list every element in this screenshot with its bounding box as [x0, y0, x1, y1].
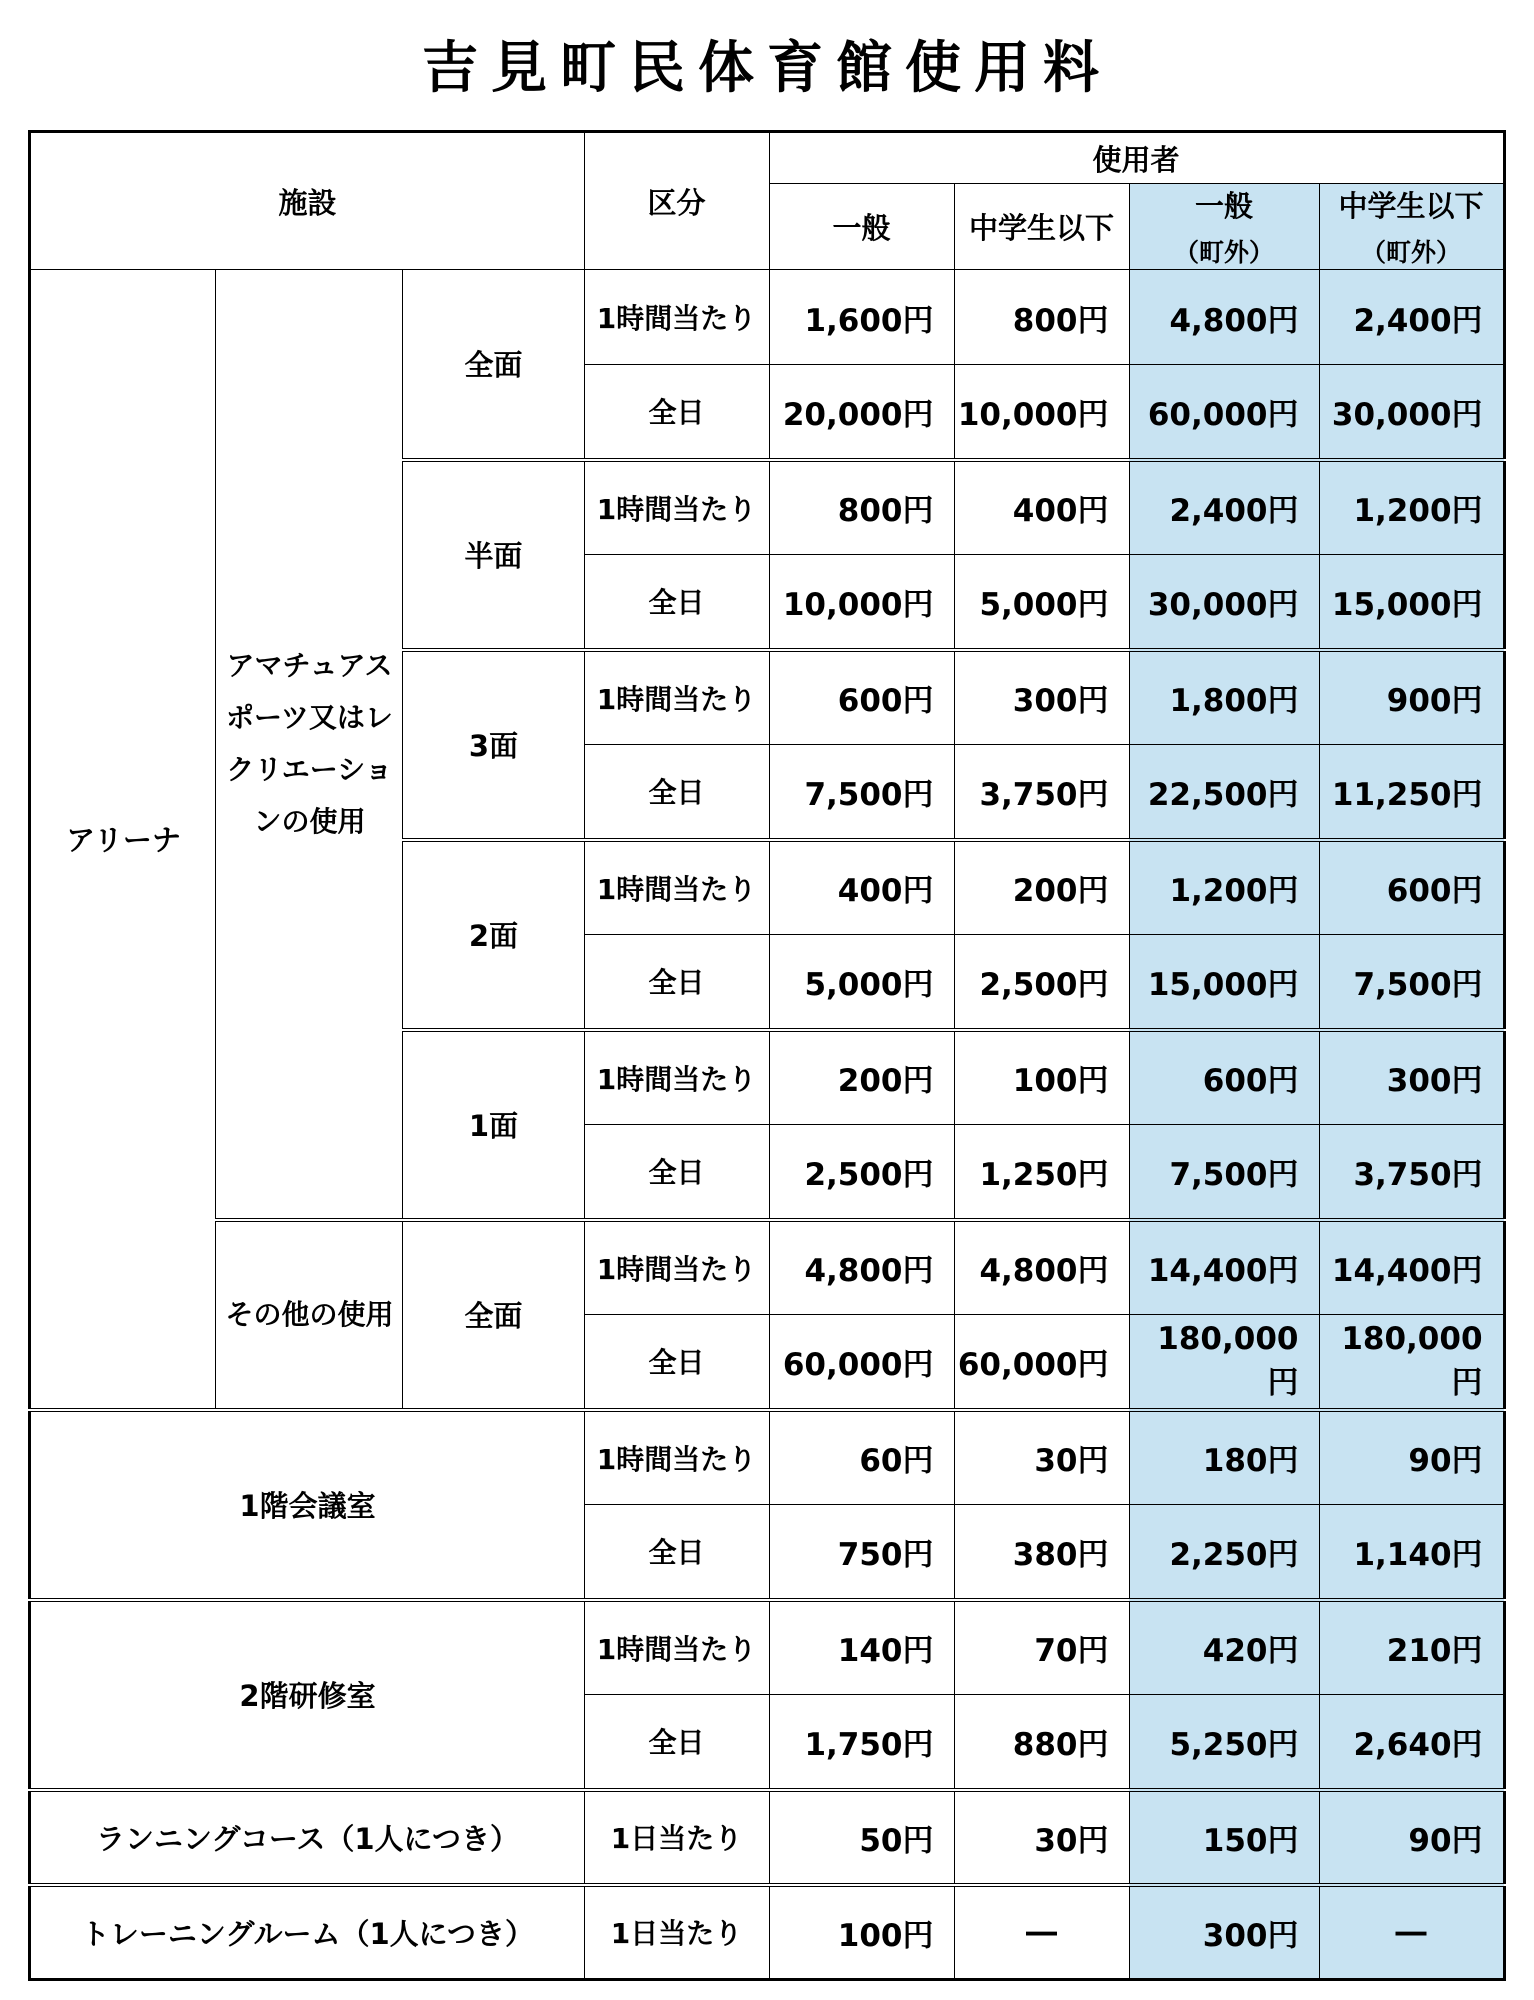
price-cell: 7,500円 — [769, 745, 954, 840]
price-cell: 400円 — [769, 840, 954, 935]
use-cell-amateur: アマチュアスポーツ又はレクリエーションの使用 — [216, 270, 403, 1220]
price-cell: 4,800円 — [769, 1220, 954, 1315]
price-cell-outside: 22,500円 — [1129, 745, 1319, 840]
price-cell-outside: 30,000円 — [1129, 555, 1319, 650]
unit-cell: 全日 — [584, 1315, 769, 1410]
unit-cell: 1時間当たり — [584, 650, 769, 745]
price-cell: 800円 — [769, 460, 954, 555]
unit-cell: 全日 — [584, 555, 769, 650]
price-cell: 400円 — [954, 460, 1129, 555]
price-cell-outside: 1,140円 — [1319, 1505, 1504, 1600]
unit-cell: 1日当たり — [584, 1790, 769, 1885]
junior-outside-label: 中学生以下 — [1338, 189, 1484, 223]
price-cell: 30円 — [954, 1410, 1129, 1505]
price-cell: 60円 — [769, 1410, 954, 1505]
price-cell: 60,000円 — [769, 1315, 954, 1410]
price-cell: 200円 — [954, 840, 1129, 935]
court-cell: 全面 — [403, 1220, 584, 1410]
price-cell-outside: 1,200円 — [1129, 840, 1319, 935]
use-cell-other: その他の使用 — [216, 1220, 403, 1410]
price-cell-outside: 4,800円 — [1129, 270, 1319, 365]
price-cell-outside: 7,500円 — [1319, 935, 1504, 1030]
general-outside-header — [1129, 184, 1319, 270]
facility-cell-running-course: ランニングコース（1人につき） — [30, 1790, 584, 1885]
price-cell: 20,000円 — [769, 365, 954, 460]
unit-cell: 全日 — [584, 935, 769, 1030]
price-cell-outside: 600円 — [1319, 840, 1504, 935]
unit-cell: 全日 — [584, 1695, 769, 1790]
unit-cell: 全日 — [584, 1125, 769, 1220]
price-cell-outside: 7,500円 — [1129, 1125, 1319, 1220]
price-cell-outside: 900円 — [1319, 650, 1504, 745]
court-cell: 1面 — [403, 1030, 584, 1220]
facility-cell-seminar-room: 2階研修室 — [30, 1600, 584, 1790]
price-cell-outside: 14,400円 — [1129, 1220, 1319, 1315]
price-cell-outside: 2,400円 — [1129, 460, 1319, 555]
price-cell-outside: 15,000円 — [1129, 935, 1319, 1030]
outside-suffix: （町外） — [1173, 238, 1274, 267]
price-cell-outside: 180円 — [1129, 1410, 1319, 1505]
unit-cell: 1時間当たり — [584, 270, 769, 365]
price-cell: 10,000円 — [954, 365, 1129, 460]
price-cell: 3,750円 — [954, 745, 1129, 840]
price-cell: 100円 — [769, 1885, 954, 1980]
court-cell: 3面 — [403, 650, 584, 840]
price-cell: 1,750円 — [769, 1695, 954, 1790]
junior-outside-header — [1319, 184, 1504, 270]
price-cell: 2,500円 — [769, 1125, 954, 1220]
price-cell: 5,000円 — [954, 555, 1129, 650]
category-header: 区分 — [584, 132, 769, 270]
users-header: 使用者 — [769, 132, 1504, 184]
price-cell: 200円 — [769, 1030, 954, 1125]
junior-header: 中学生以下 — [954, 184, 1129, 270]
unit-cell: 1日当たり — [584, 1885, 769, 1980]
price-cell: 140円 — [769, 1600, 954, 1695]
price-cell-outside: 2,640円 — [1319, 1695, 1504, 1790]
price-cell-empty: ― — [954, 1885, 1129, 1980]
price-cell-empty: ― — [1319, 1885, 1504, 1980]
fee-table — [28, 130, 1505, 1981]
price-cell-outside: 15,000円 — [1319, 555, 1504, 650]
unit-cell: 1時間当たり — [584, 1600, 769, 1695]
price-cell-outside: 30,000円 — [1319, 365, 1504, 460]
price-cell: 600円 — [769, 650, 954, 745]
facility-cell-meeting-room: 1階会議室 — [30, 1410, 584, 1600]
price-cell-outside: 2,250円 — [1129, 1505, 1319, 1600]
price-cell-outside: 150円 — [1129, 1790, 1319, 1885]
court-cell: 半面 — [403, 460, 584, 650]
price-cell: 1,600円 — [769, 270, 954, 365]
price-cell-outside: 1,800円 — [1129, 650, 1319, 745]
general-outside-label: 一般 — [1194, 189, 1253, 223]
header-row-top — [30, 132, 1504, 184]
page-title: 吉見町民体育館使用料 — [422, 36, 1112, 101]
unit-cell: 1時間当たり — [584, 460, 769, 555]
price-cell: 5,000円 — [769, 935, 954, 1030]
unit-cell: 1時間当たり — [584, 1220, 769, 1315]
table-row — [30, 1220, 1504, 1315]
facility-cell-training-room: トレーニングルーム（1人につき） — [30, 1885, 584, 1980]
price-cell: 800円 — [954, 270, 1129, 365]
price-cell-outside: 300円 — [1319, 1030, 1504, 1125]
price-cell: 750円 — [769, 1505, 954, 1600]
price-cell-outside: 90円 — [1319, 1790, 1504, 1885]
price-cell: 4,800円 — [954, 1220, 1129, 1315]
table-row — [30, 1790, 1504, 1885]
facility-header: 施設 — [30, 132, 584, 270]
price-cell-outside: 300円 — [1129, 1885, 1319, 1980]
price-cell-outside: 11,250円 — [1319, 745, 1504, 840]
facility-cell-arena: アリーナ — [30, 270, 216, 1410]
price-cell-outside: 600円 — [1129, 1030, 1319, 1125]
price-cell-outside: 180,000円 — [1129, 1315, 1319, 1410]
unit-cell: 1時間当たり — [584, 1030, 769, 1125]
price-cell-outside: 210円 — [1319, 1600, 1504, 1695]
price-cell: 380円 — [954, 1505, 1129, 1600]
price-cell: 2,500円 — [954, 935, 1129, 1030]
unit-cell: 1時間当たり — [584, 840, 769, 935]
price-cell: 100円 — [954, 1030, 1129, 1125]
price-cell-outside: 1,200円 — [1319, 460, 1504, 555]
court-cell: 2面 — [403, 840, 584, 1030]
table-row — [30, 1600, 1504, 1695]
price-cell-outside: 90円 — [1319, 1410, 1504, 1505]
price-cell: 10,000円 — [769, 555, 954, 650]
price-cell: 60,000円 — [954, 1315, 1129, 1410]
price-cell: 50円 — [769, 1790, 954, 1885]
general-header: 一般 — [769, 184, 954, 270]
price-cell: 300円 — [954, 650, 1129, 745]
unit-cell: 全日 — [584, 745, 769, 840]
price-cell-outside: 2,400円 — [1319, 270, 1504, 365]
price-cell-outside: 3,750円 — [1319, 1125, 1504, 1220]
table-row — [30, 1885, 1504, 1980]
unit-cell: 全日 — [584, 1505, 769, 1600]
unit-cell: 全日 — [584, 365, 769, 460]
price-cell: 70円 — [954, 1600, 1129, 1695]
price-cell: 880円 — [954, 1695, 1129, 1790]
outside-suffix: （町外） — [1361, 238, 1462, 267]
price-cell-outside: 5,250円 — [1129, 1695, 1319, 1790]
price-cell-outside: 420円 — [1129, 1600, 1319, 1695]
table-row — [30, 270, 1504, 365]
court-cell: 全面 — [403, 270, 584, 460]
price-cell-outside: 60,000円 — [1129, 365, 1319, 460]
table-row — [30, 1410, 1504, 1505]
unit-cell: 1時間当たり — [584, 1410, 769, 1505]
price-cell: 30円 — [954, 1790, 1129, 1885]
price-cell-outside: 14,400円 — [1319, 1220, 1504, 1315]
price-cell-outside: 180,000円 — [1319, 1315, 1504, 1410]
price-cell: 1,250円 — [954, 1125, 1129, 1220]
